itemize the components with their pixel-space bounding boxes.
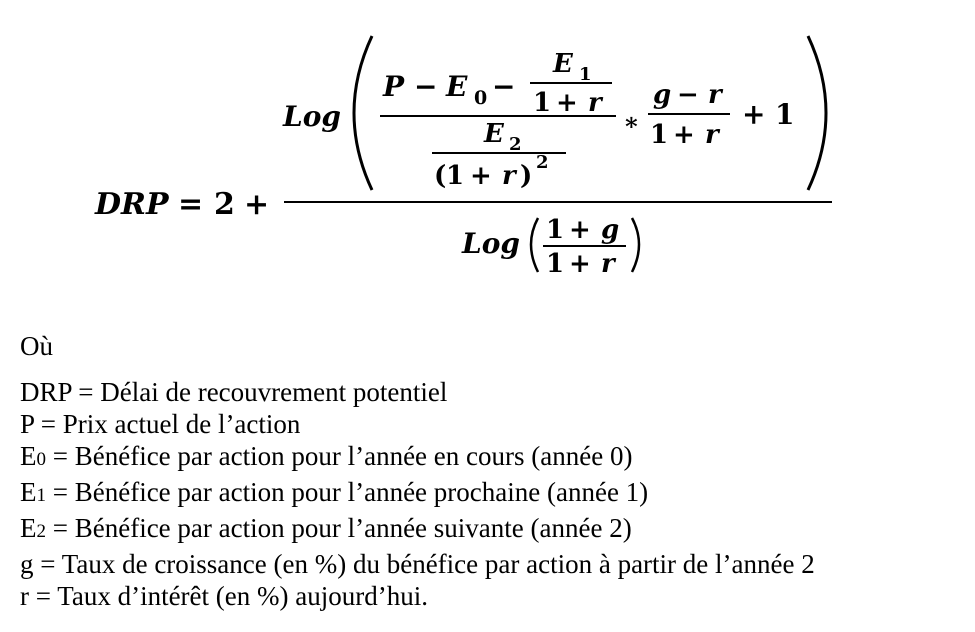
formula-equals: = xyxy=(178,187,204,222)
e0-text: = Bénéfice par action pour l’année en cours (année 0) xyxy=(46,441,633,471)
e2-close-paren: ) xyxy=(520,161,533,191)
denom-num-plus: + xyxy=(569,215,591,245)
e0-symbol: E xyxy=(20,441,37,471)
denom-num-one: 1 xyxy=(546,215,565,245)
e1-denom-r: r xyxy=(588,88,602,118)
minus-1: − xyxy=(414,70,438,103)
g-minus-r-r: r xyxy=(708,80,722,110)
e2-subscript: 2 xyxy=(36,521,46,542)
e2-plus: + xyxy=(470,161,492,191)
e2-one: 1 xyxy=(446,161,465,191)
formula-plus: + xyxy=(244,187,270,222)
definition-e0 xyxy=(20,440,815,476)
e2-r: r xyxy=(502,161,516,191)
definition-drp: DRP = Délai de recouvrement potentiel xyxy=(20,377,448,407)
definitions xyxy=(20,330,815,612)
term-e2: E xyxy=(484,119,504,149)
e1-denom-one: 1 xyxy=(533,88,552,118)
definition-e1 xyxy=(20,476,815,512)
minus-2: − xyxy=(492,70,516,103)
e2-open-paren: ( xyxy=(434,161,447,191)
g-minus-r-minus: − xyxy=(677,80,699,110)
e1-denom-plus: + xyxy=(556,88,578,118)
term-e0: E xyxy=(446,70,468,103)
denom-right-paren xyxy=(632,218,639,272)
e2-squared: 2 xyxy=(536,152,549,173)
big-right-paren xyxy=(808,36,826,190)
plus-one-one: 1 xyxy=(775,98,795,131)
e2-text: = Bénéfice par action pour l’année suivante (année 2) xyxy=(46,513,632,543)
e1-symbol: E xyxy=(20,477,37,507)
formula-lhs: DRP xyxy=(95,187,169,222)
formula-two: 2 xyxy=(214,187,235,222)
g-minus-r-g: g xyxy=(653,80,672,110)
e2-symbol: E xyxy=(20,513,37,543)
big-left-paren xyxy=(354,36,372,190)
denom-left-paren xyxy=(531,218,538,272)
e0-subscript: 0 xyxy=(36,449,46,470)
formula xyxy=(0,0,975,300)
definition-e2 xyxy=(20,512,815,548)
term-e1-sub: 1 xyxy=(579,64,592,85)
denom-num-g: g xyxy=(601,215,620,245)
term-p: P xyxy=(383,70,405,103)
denom-den-plus: + xyxy=(569,249,591,279)
definitions-intro: Où xyxy=(20,331,53,361)
e1-subscript: 1 xyxy=(36,485,46,506)
term-e0-sub: 0 xyxy=(474,87,488,109)
term-e2-sub: 2 xyxy=(509,134,522,155)
definition-p: P = Prix actuel de l’action xyxy=(20,409,301,439)
times-sign: ∗ xyxy=(623,107,640,136)
denom-den-one: 1 xyxy=(546,249,565,279)
plus-one-plus: + xyxy=(742,98,766,131)
g-denom-plus: + xyxy=(673,120,695,150)
g-denom-one: 1 xyxy=(650,120,669,150)
numerator-log: Log xyxy=(283,100,341,133)
definition-r: r = Taux d’intérêt (en %) aujourd’hui. xyxy=(20,581,428,611)
term-e1: E xyxy=(553,49,573,79)
e1-text: = Bénéfice par action pour l’année prochaine (année 1) xyxy=(46,477,649,507)
denominator-log: Log xyxy=(462,227,520,260)
g-denom-r: r xyxy=(705,120,719,150)
definition-g: g = Taux de croissance (en %) du bénéfice par action à partir de l’année 2 xyxy=(20,549,815,579)
denom-den-r: r xyxy=(601,249,615,279)
